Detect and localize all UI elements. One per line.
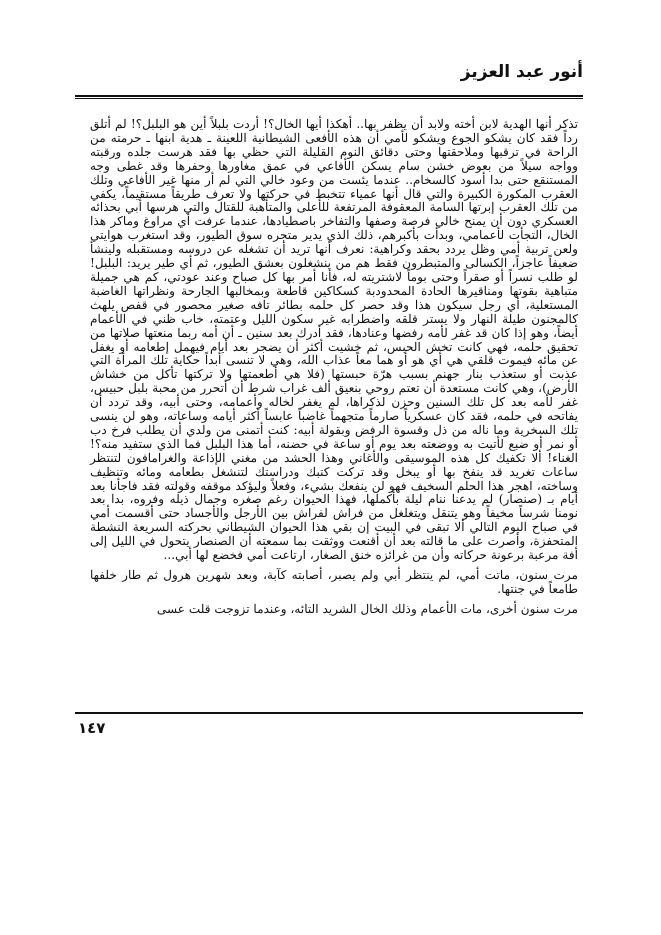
paragraph: مرت سنون أخرى، مات الأعمام وذلك الخال الشريد التائه، وعندما تزوجت قلت عسى [156,601,578,616]
header-rule [75,95,583,97]
page-number: ١٤٧ [78,719,106,737]
paragraph: مرت سنون، ماتت أمي، لم ينتظر أبي ولم يصبر، أصابته كآبة، وبعد شهرين هرول ثم طار خلفها طامعاً في جنتها. [90,568,578,596]
running-head-author: أنور عبد العزيز [460,62,583,82]
footer-rule [75,712,583,714]
header-rule-thin [75,98,583,99]
paragraph: تذكر أنها الهدية لابن أخته ولابد أن يظفر بها.. أهكذا أيها الخال؟! أردت بلبلاً أين هو البلبل؟! لم أتلق رداً فقد كان يشكو الجوع ويشكو لأمي أن هذه الأفعى الشيطانية اللعينة ـ هدية ابنها ـ حرمته من الراحة في ترقبها وملاحقتها وحتى دقائق النوم القليلة التي حظي بها فقد هرست جلده ورقبته وواجه سيلاً من بعوض خشن سام يسكن الأفاعي في عمق مغاورها وحفرها وقد غطى وجه المستنقع حتى بدا أسود كالسخام.. عندما يئست من وعود خالي التي لم أر منها غير الأفاعي وتلك العقرب المكورة الكبيرة والتي قال أنها عمياء تتخبط في حركتها ولا تعرف طريقاً مستقيماً، يكفي من تلك العقرب إبرتها السامة المعقوفة المرتفعة للأعلى والمتأهبة للقتال والتي هرسها أبي بحذائه العسكري دون أن يمنح خالي فرصة وصفها والتفاخر باصطيادها، عندما عرفت أي مراوغ وماكر هذا الخال، التجأت لأعمامي، وبدأت بأكبرهم، ذلك الذي يدير متجره سوق الطيور، وقد استغرب هوايتي ولعن تربية أمي وظل يردد بحقد وكراهية: نعرف أنها تريد أن تشغله عن دروسه ومستقبله ولينشأ ضعيفاً عاجزاً، الكسالى والمتبطرون فقط هم من ينشغلون بعشق الطيور، ثم أي طير يريد: البلبل! لو طلب نسراً أو صقراً وحتى بوماً لاشتريته له، فأنا أمر بها كل صباح وعند عودتي، كم هي جميلة متباهية بقوتها ومناقيرها الحادة المحدودبة كسكاكين قاطعة وبمخالبها الجارحة ونظراتها الغاضبة المستعلية، أي رجل سيكون هذا وقد حصر كل حلمه بطائر تافه صغير محصور في قفص يلهث كالمجنون طيلة النهار ولا يستر قلقه واضطرابه غير سكون الليل وعتمته، خاب ظني في الأعمام أيضاً، وهو إذا كان قد غفر لأمه رفضها وعنادها، فقد أدرك بعد سنين ـ أن أمه ربما منعتها صلاتها من تحقيق حلمه، فهي كانت تخش الحبس، ثم خشيت أكثر أن يضجر بعد أيام فيهمل إطعامه أو يغفل عن مائه فيموت قلقي هي أي هو أو هما معاً عذاب الله، وهي لا تنسى أبداً حكاية تلك المرأة التي عذبت أو ستعذب بنار جهنم بسبب هرّة حبستها (فلا هي أطعمتها ولا تركتها تأكل من خشاش الأرض)، وهي كانت مستعدة أن تعتم روحي بنعيق ألف غراب شرط أن أتحرر من محبة بلبل حبيس، غفر لأمه بعد كل تلك السنين وحزن لذكراها، لم يغفر لخاله وأعمامه، وحتى أبيه، وقد تردد أن يفاتحه في حلمه، فقد كان عسكرياً صارماً متجهماً غاضباً عابساً أكثر أيامه وساعاته، وهو لن ينسى تلك السخرية وما ناله من ذل وقسوة الرفض وبقولة أبيه: كنت أتمنى من ولدي أن يطلب فرخ دب أو نمر أو ضبع لأتيت به ووضعته بعد يوم أو ساعة في حضنه، أما هذا البلبل فما الذي ستفيد منه؟! الغناء! ألا تكفيك كل هذه الموسيقى والأغاني وهذا الحشد من مغني الإذاعة والغرامافون لتنتظر ساعات تغريد قد ينفخ بها أو يبخل وقد تركت كتبك ودراستك لتنشغل بطعامه ومائه وتنظيف وساخته، اهجر هذا الحلم السخيف فهو لن ينفعك بشيء، وفعلاً وليؤكد موقفه وقولته فقد فاجأنا بعد أيام بـ (صنصار) لم يدعنا ننام ليلة بأكملها، فهذا الحيوان رغم صغره وجمال ذيله وفروه، بدا بعد نومنا شرساً مخيفاً وهو يتنقل ويتغلغل من فراش لفراش بين الأرجل والأجساد حتى أقسمت أمي في صباح اليوم التالي ألا تبقى في البيت إن بقي هذا الحيوان الشيطاني بحركته السريعة النشطة المتحفزة، وأصرت على ما قالته بعد أن أقنعت ووثقت بما سمعته أن الصنصار يتحول في الليل إلى أفة مرعبة برعونة حركاته وأن من غرائزه خنق الصغار، ارتاعت أمي فخضع لها أبي... [90,117,578,563]
body-text [90,118,578,623]
